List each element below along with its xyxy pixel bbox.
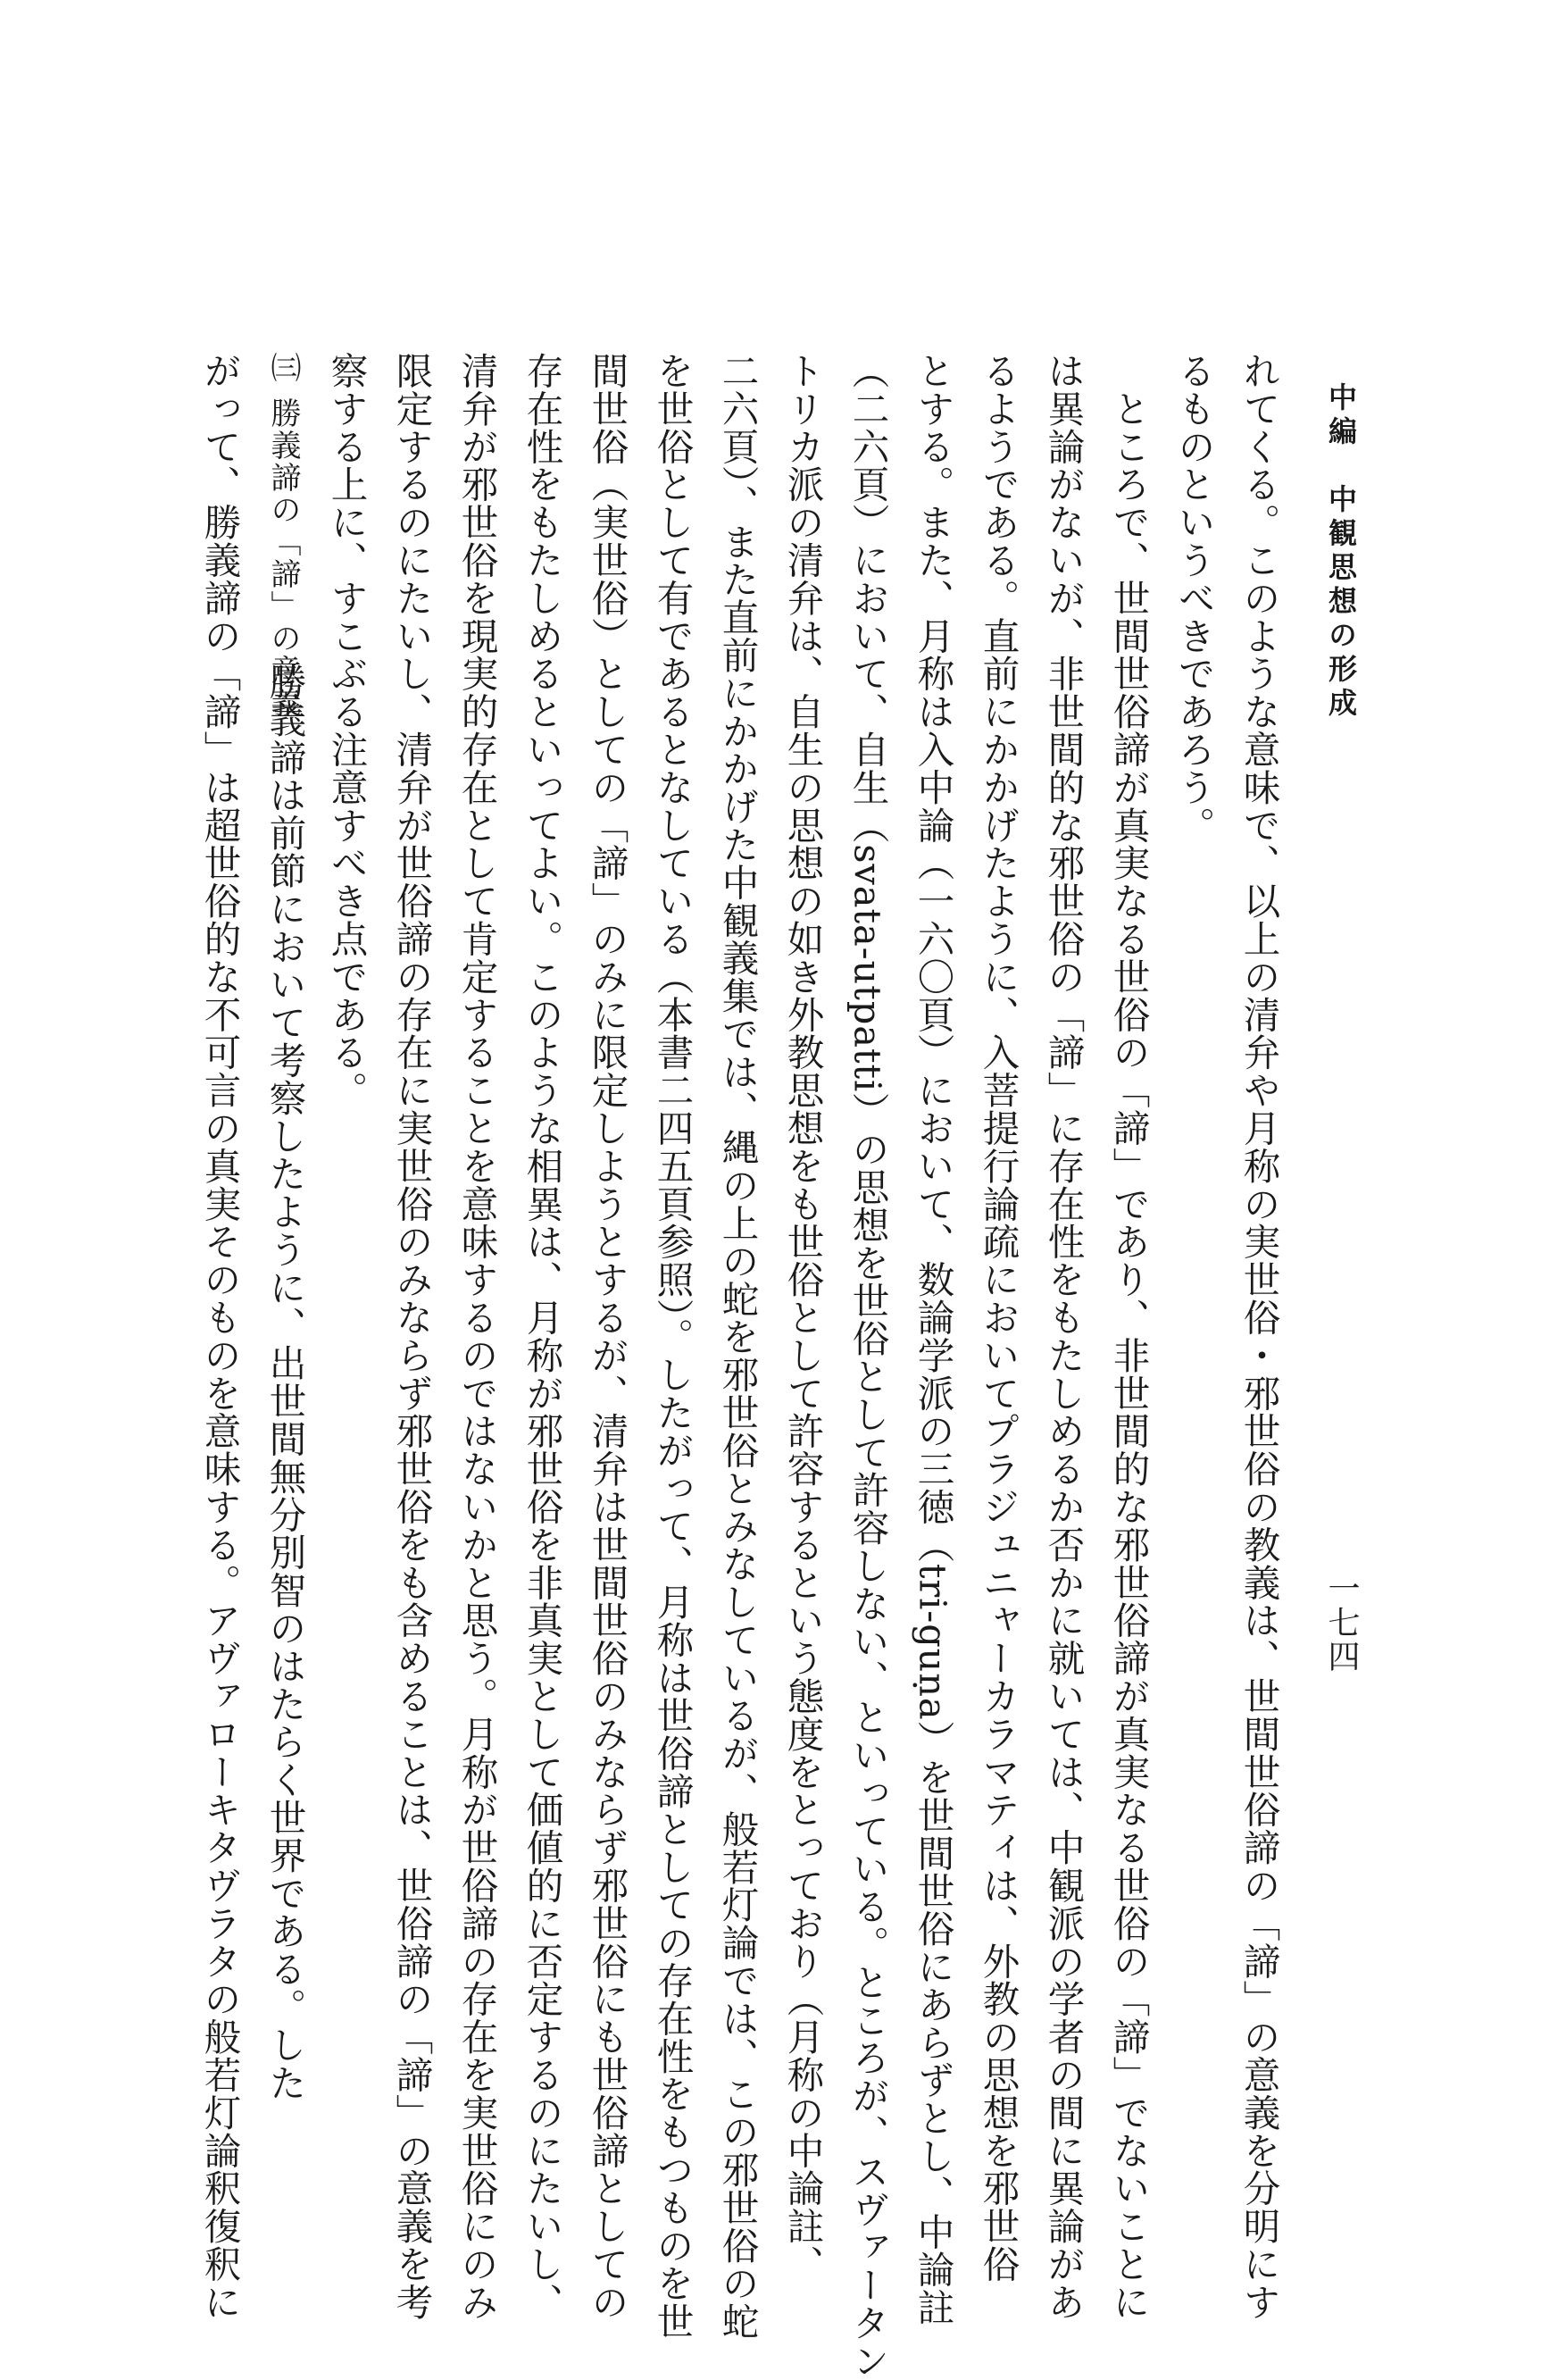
body-line-11: 間世俗（実世俗）としての「諦」のみに限定しようとするが、清弁は世間世俗のみならず邪世俗にも世俗諦としての [585,352,629,2321]
body-line-2: るものというべきであろう。 [1171,352,1216,845]
body-line-13: 清弁が邪世俗を現実的存在として肯定することを意味するのではないかと思う。月称が世俗諦の存在を実世俗にのみ [454,352,499,2321]
section-line-2: がって、勝義諦の「諦」は超世俗的な不可言の真実そのものを意味する。アヴァローキタヴラタの般若灯論釈復釈に [197,352,242,2321]
body-line-15: 察する上に、すこぶる注意すべき点である。 [324,352,369,1109]
body-line-7: （二六頁）において、自生（svata-utpatti）の思想を世俗として許容しない、といっている。ところが、スヴァータン [845,352,890,2380]
page-number: 一七四 [1323,1572,1360,1674]
body-line-3: ところで、世間世俗諦が真実なる世俗の「諦」であり、非世間的な邪世俗諦が真実なる世俗の「諦」でないことに [1106,352,1151,2321]
body-line-4: は異論がないが、非世間的な邪世俗の「諦」に存在性をもたしめるか否かに就いては、中観派の学者の間に異論があ [1041,352,1086,2321]
section-number: ㈢ [265,352,301,384]
body-line-10: を世俗として有であるとなしている（本書二四五頁参照）。したがって、月称は世俗諦としての存在性をもつものを世 [650,352,695,2341]
running-header: 中編 中観思想の形成 [1324,382,1358,722]
section-line-1: 勝義諦は前節において考察したように、出世間無分別智のはたらく世界である。した [262,663,307,2102]
body-line-6: とする。また、月称は入中論（一六〇頁）において、数論学派の三徳（tri-guṇa）を世間世俗にあらずとし、中論註 [911,352,955,2326]
body-line-12: 存在性をもたしめるといってよい。このような相異は、月称が邪世俗を非真実として価値的に否定するのにたいし、 [520,352,564,2321]
body-line-8: トリカ派の清弁は、自生の思想の如き外教思想をも世俗として許容するという態度をとっており（月称の中論註、 [780,352,825,2284]
body-line-5: るようである。直前にかかげたように、入菩提行論疏においてプラジュニャーカラマティは、外教の思想を邪世俗 [976,352,1020,2284]
body-line-1: れてくる。このような意味で、以上の清弁や月称の実世俗・邪世俗の教義は、世間世俗諦の「諦」の意義を分明にす [1237,352,1281,2321]
section-title: 勝義諦の「諦」の意義 [265,397,301,719]
body-line-9: 二六頁）、また直前にかかげた中観義集では、縄の上の蛇を邪世俗とみなしているが、般若灯論では、この邪世俗の蛇 [715,352,760,2341]
body-line-14: 限定するのにたいし、清弁が世俗諦の存在に実世俗のみならず邪世俗をも含めることは、世俗諦の「諦」の意義を考 [389,352,434,2321]
